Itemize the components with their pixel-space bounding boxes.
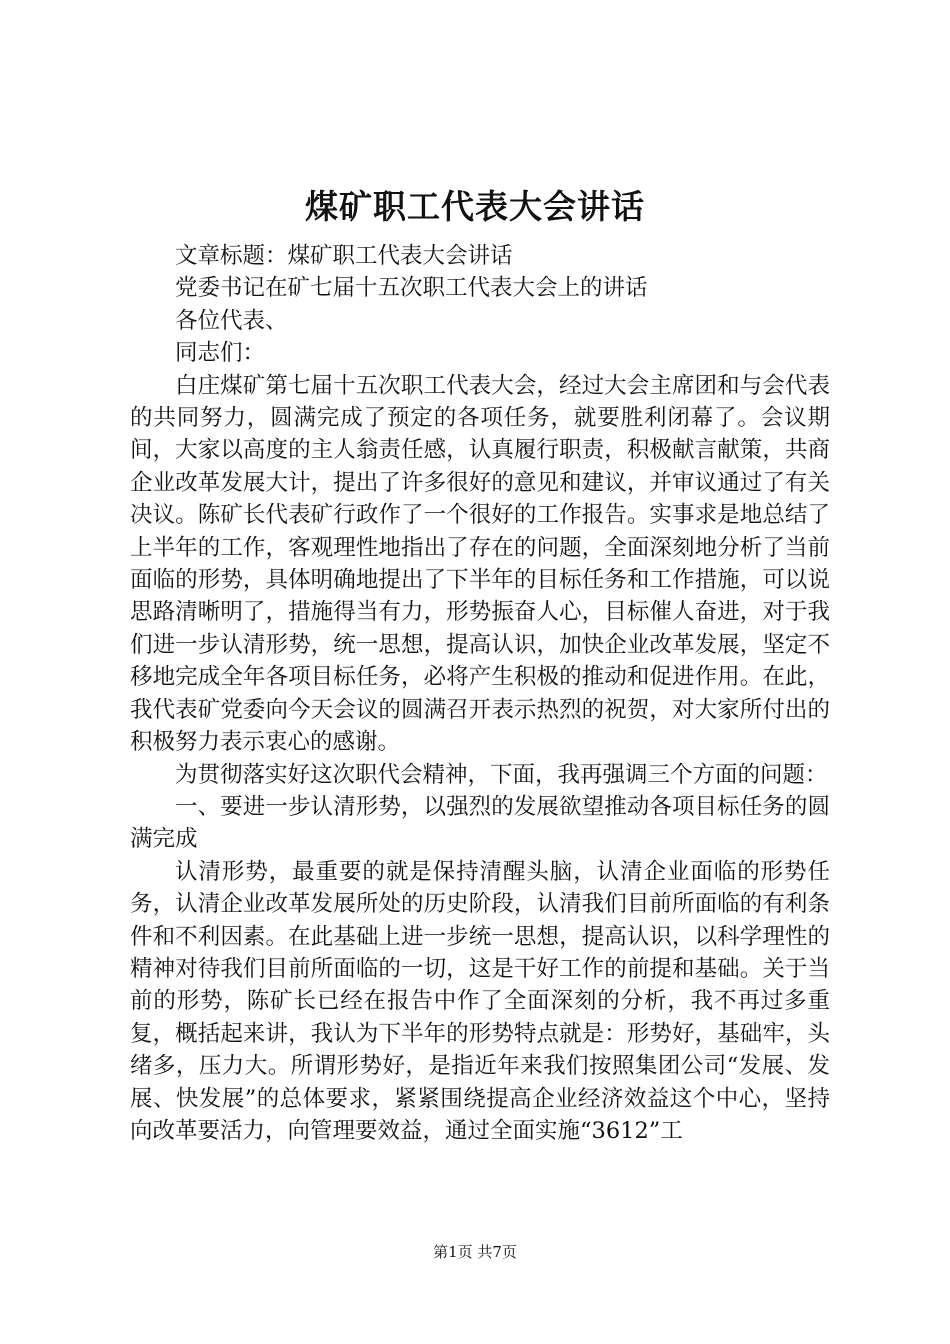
paragraph-salutation-delegates: 各位代表、 xyxy=(175,307,288,334)
paragraph-transition: 为贯彻落实好这次职代会精神，下面，我再强调三个方面的问题： xyxy=(175,761,828,788)
paragraph-article-title: 文章标题：煤矿职工代表大会讲话 xyxy=(175,243,513,269)
paragraph-salutation-comrades: 同志们： xyxy=(175,340,266,367)
paragraph-opening: 白庄煤矿第七届十五次职工代表大会，经过大会主席团和与会代表的共同努力，圆满完成了预定的各项任务，就要胜利闭幕了。会议期间，大家以高度的主人翁责任感，认真履行职责，积极献言献策，共商企业改革发展大计，提出了许多很好的意见和建议，并审议通过了有关决议。陈矿长代表矿行政作了一个很好的工作报告。实事求是地总结了上半年的工作，客观理性地指出了存在的问题，全面深刻地分析了当前面临的形势，具体明确地提出了下半年的目标任务和工作措施，可以说思路清晰明了，措施得当有力，形势振奋人心，目标催人奋进，对于我们进一步认清形势，统一思想，提高认识，加快企业改革发展，坚定不移地完成全年各项目标任务，必将产生积极的推动和促进作用。在此，我代表矿党委向今天会议的圆满召开表示热烈的祝贺，对大家所付出的积极努力表示衷心的感谢。 xyxy=(130,372,830,756)
document-title: 煤矿职工代表大会讲话 xyxy=(305,187,645,226)
document-body xyxy=(130,240,830,1147)
paragraph-speech-subtitle: 党委书记在矿七届十五次职工代表大会上的讲话 xyxy=(175,275,648,302)
paragraph-section-heading-1: 一、要进一步认清形势，以强烈的发展欲望推动各项目标任务的圆满完成 xyxy=(130,793,830,853)
page-footer: 第1页 共7页 xyxy=(433,1243,517,1261)
paragraph-section-1-body: 认清形势，最重要的就是保持清醒头脑，认清企业面临的形势任务，认清企业改革发展所处的历史阶段，认清我们目前所面临的有利条件和不利因素。在此基础上进一步统一思想，提高认识，以科学理性的精神对待我们目前所面临的一切，这是干好工作的前提和基础。关于当前的形势，陈矿长已经在报告中作了全面深刻的分析，我不再过多重复，概括起来讲，我认为下半年的形势特点就是：形势好，基础牢，头绪多，压力大。所谓形势好，是指近年来我们按照集团公司“发展、发展、快发展”的总体要求，紧紧围绕提高企业经济效益这个中心，坚持向改革要活力，向管理要效益，通过全面实施“3612”工 xyxy=(130,858,830,1144)
